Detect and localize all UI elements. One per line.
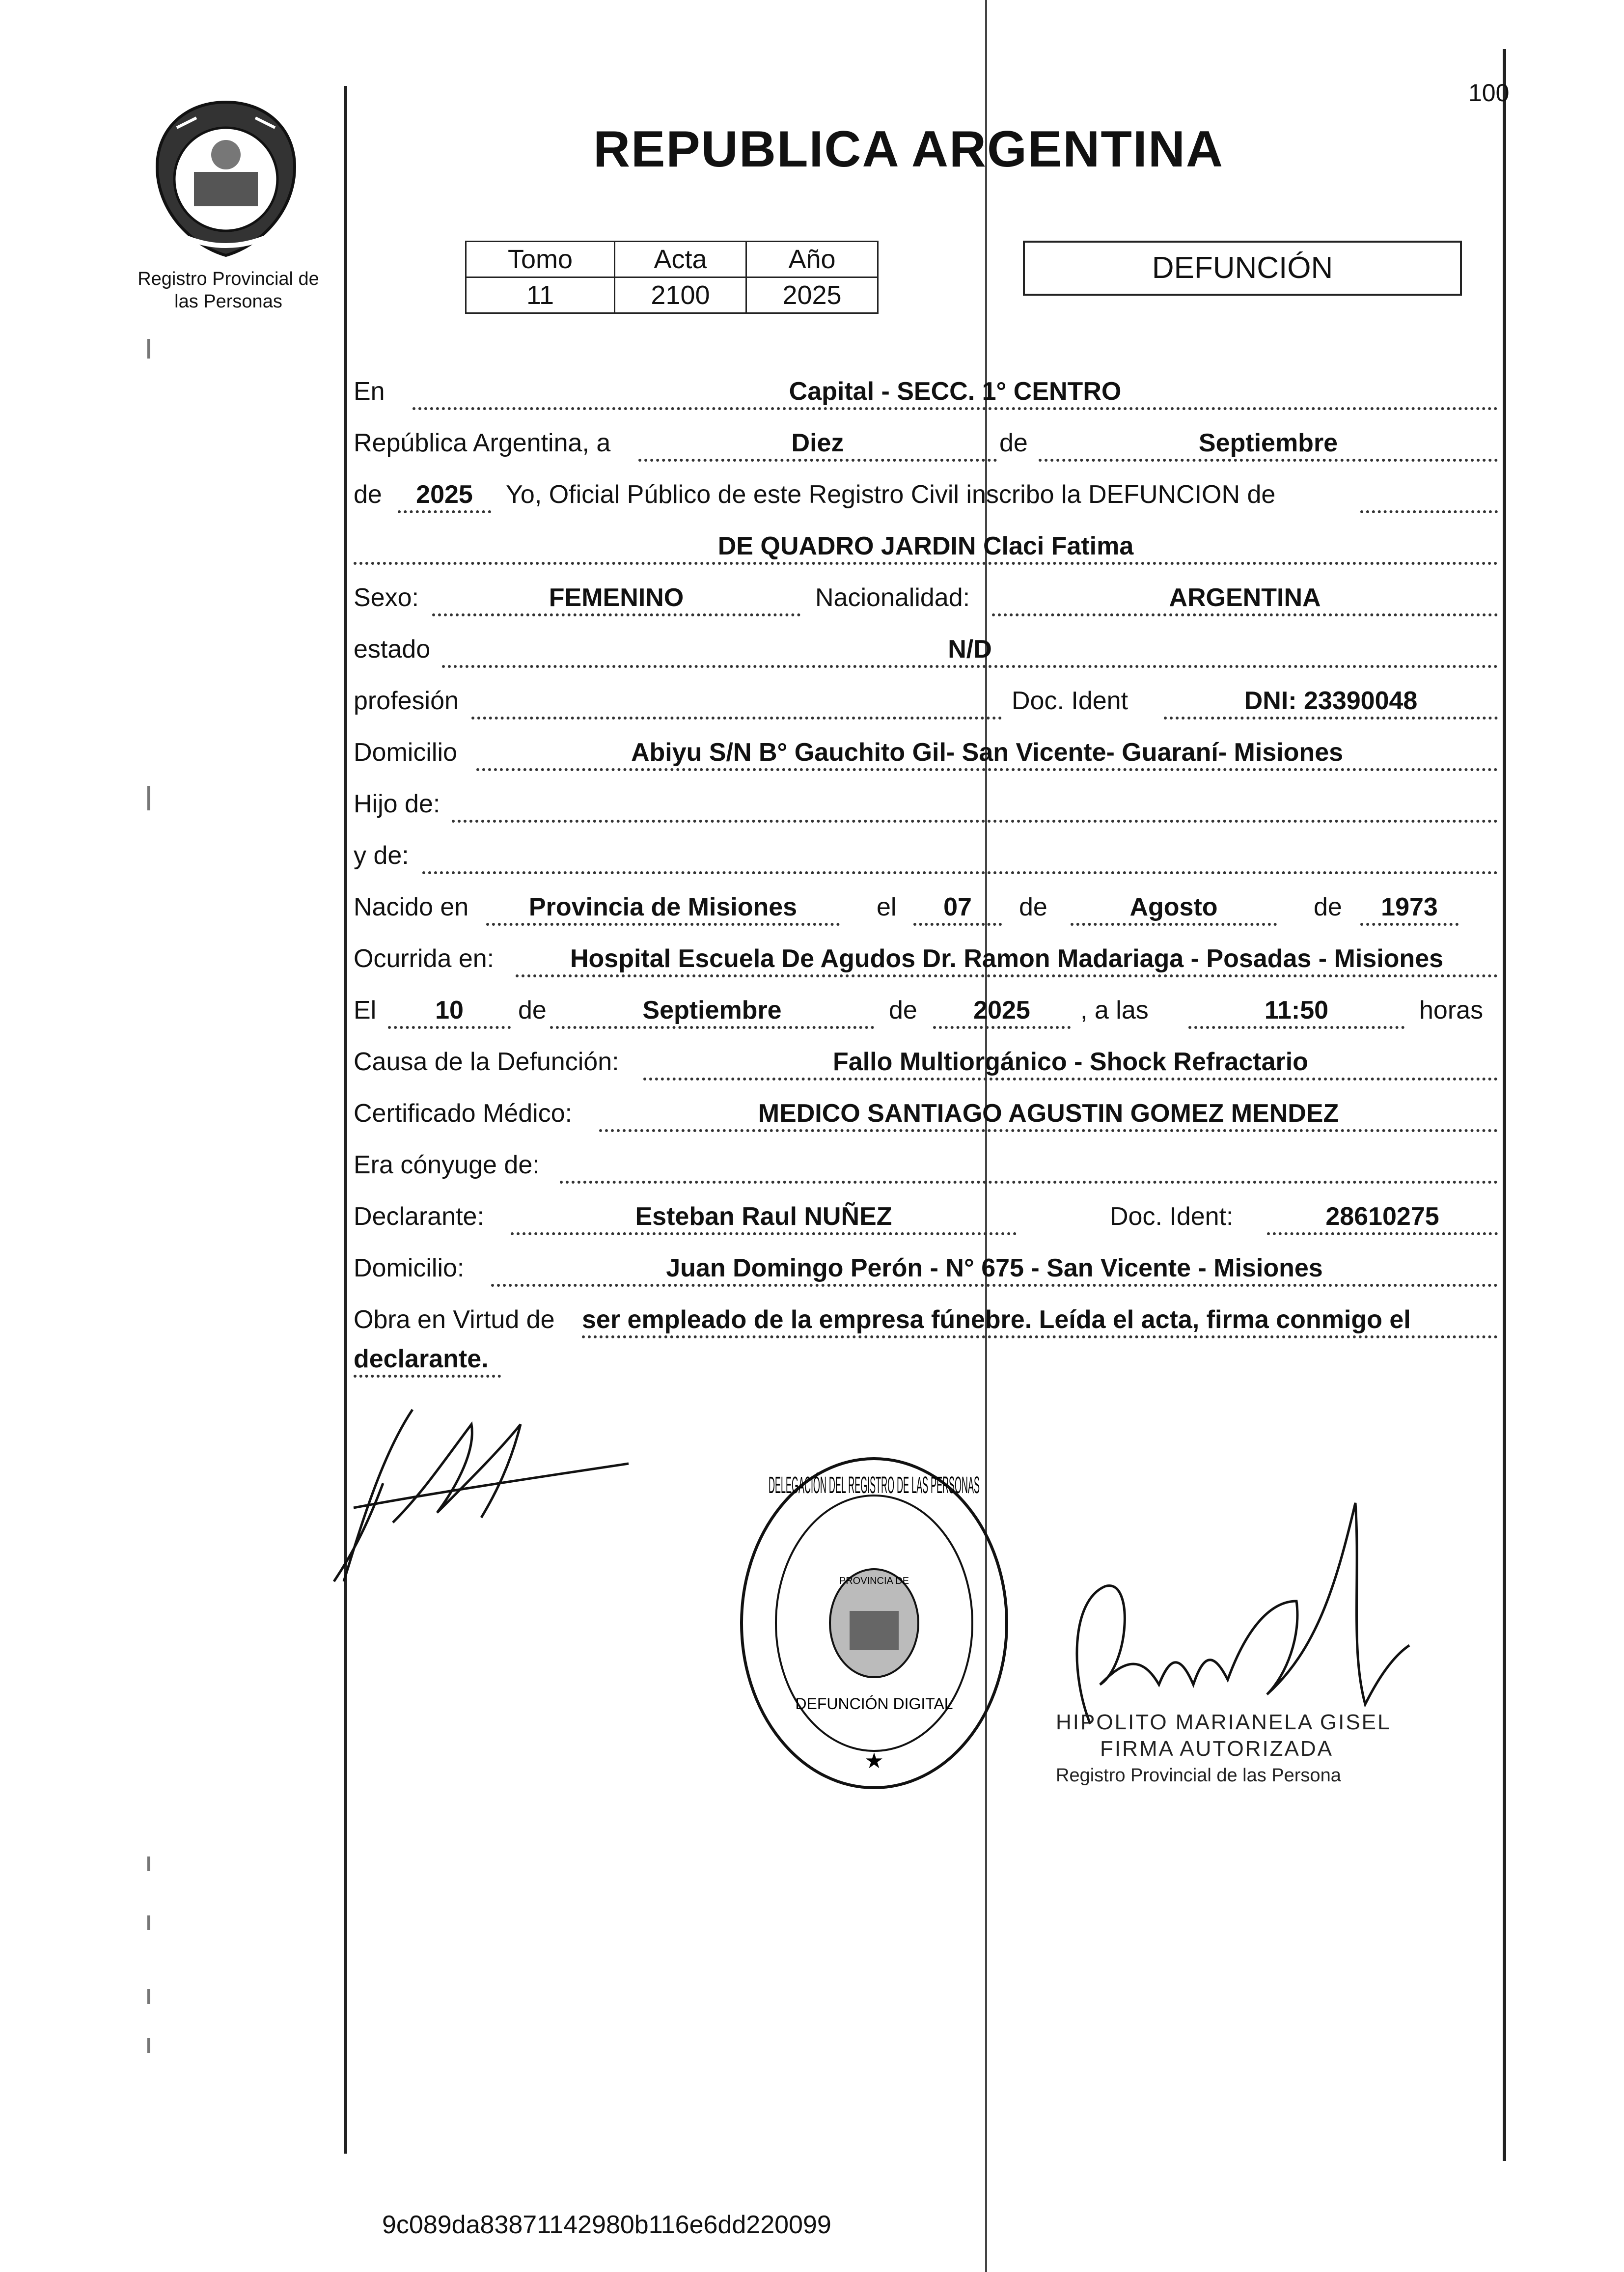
death-day: 10 <box>435 996 464 1025</box>
table-value-ano: 2025 <box>746 277 878 313</box>
birth-month: Agosto <box>1129 893 1218 921</box>
birth-day: 07 <box>943 893 972 921</box>
registry-caption <box>125 268 331 313</box>
nacionalidad-value: ARGENTINA <box>1169 583 1321 612</box>
row-obra <box>354 1299 1498 1338</box>
hijo-label: Hijo de: <box>354 790 440 818</box>
right-margin-line <box>1503 49 1506 2161</box>
row-officer <box>354 474 1498 513</box>
record-table <box>465 241 879 314</box>
certificado-value: MEDICO SANTIAGO AGUSTIN GOMEZ MENDEZ <box>758 1099 1339 1128</box>
de5-label: de <box>518 996 547 1025</box>
year-value: 2025 <box>416 480 473 509</box>
declarante-value: Esteban Raul NUÑEZ <box>635 1202 892 1231</box>
row-ocurrida <box>354 938 1498 977</box>
sexo-value: FEMENINO <box>549 583 684 612</box>
row-nacido <box>354 887 1498 926</box>
left-margin-line <box>344 86 347 2154</box>
de-label: de <box>999 429 1028 457</box>
obra-value-1: ser empleado de la empresa fúnebre. Leída el acta, firma conmigo el <box>582 1305 1411 1334</box>
stamp-center-text: PROVINCIA DE <box>839 1576 909 1586</box>
nacido-label: Nacido en <box>354 893 469 921</box>
causa-value: Fallo Multiorgánico - Shock Refractario <box>833 1048 1308 1076</box>
doc-ident-label: Doc. Ident <box>1012 687 1129 715</box>
row-en <box>354 371 1498 410</box>
row-causa <box>354 1041 1498 1081</box>
declarante-label: Declarante: <box>354 1202 484 1231</box>
profesion-label: profesión <box>354 687 459 715</box>
dom2-value: Juan Domingo Perón - N° 675 - San Vicente - Misiones <box>666 1254 1323 1282</box>
ocurrida-value: Hospital Escuela De Agudos Dr. Ramon Madariaga - Posadas - Misiones <box>570 944 1444 973</box>
de4-label: de <box>1314 893 1342 921</box>
signer-role: FIRMA AUTORIZADA <box>1100 1737 1334 1761</box>
domicilio-value: Abiyu S/N B° Gauchito Gil- San Vicente- Guaraní- Misiones <box>631 738 1344 767</box>
table-value-tomo: 11 <box>466 277 615 313</box>
row-deceased-name <box>354 526 1498 565</box>
row-declarante <box>354 1196 1498 1235</box>
dom2-label: Domicilio: <box>354 1254 465 1282</box>
de2-label: de <box>354 480 382 509</box>
declarant-signature <box>324 1395 638 1601</box>
ocurrida-label: Ocurrida en: <box>354 944 495 973</box>
yde-label: y de: <box>354 841 409 870</box>
horas-label: horas <box>1419 996 1484 1025</box>
obra-value-2: declarante. <box>354 1345 489 1373</box>
stamp-outer-text: DELEGACIÓN DEL REGISTRO DE LAS PERSONAS <box>769 1472 1332 1498</box>
document-hash: 9c089da83871142980b116e6dd220099 <box>382 2211 831 2239</box>
table-header-tomo: Tomo <box>466 242 615 277</box>
estado-value: N/D <box>948 635 992 664</box>
row-death-date <box>354 990 1498 1029</box>
row-estado <box>354 629 1498 668</box>
domicilio-label: Domicilio <box>354 738 457 767</box>
el-label: el <box>877 893 897 921</box>
page-title: REPUBLICA ARGENTINA <box>593 121 1224 178</box>
page-number: 100 <box>1468 79 1510 107</box>
doc2-label: Doc. Ident: <box>1110 1202 1234 1231</box>
conyuge-label: Era cónyuge de: <box>354 1151 540 1179</box>
en-value: Capital - SECC. 1° CENTRO <box>789 377 1122 406</box>
row-certificado <box>354 1093 1498 1132</box>
table-header-ano: Año <box>746 242 878 277</box>
month-value: Septiembre <box>1198 429 1338 457</box>
doc2-value: 28610275 <box>1325 1202 1439 1231</box>
stamp-inner-text: DEFUNCIÓN DIGITAL <box>795 1695 953 1713</box>
record-type-box: DEFUNCIÓN <box>1023 241 1462 296</box>
signature-block <box>1056 1709 1391 1789</box>
birth-year: 1973 <box>1381 893 1438 921</box>
sexo-label: Sexo: <box>354 583 419 612</box>
en-label: En <box>354 377 385 406</box>
death-month: Septiembre <box>642 996 782 1025</box>
registry-caption-line2: las Personas <box>174 291 282 312</box>
day-value: Diez <box>791 429 844 457</box>
nacido-value: Provincia de Misiones <box>528 893 798 921</box>
table-header-acta: Acta <box>615 242 746 277</box>
svg-text:★: ★ <box>864 1749 884 1773</box>
causa-label: Causa de la Defunción: <box>354 1048 619 1076</box>
el2-label: El <box>354 996 377 1025</box>
de6-label: de <box>889 996 917 1025</box>
de3-label: de <box>1019 893 1047 921</box>
republica-label: República Argentina, a <box>354 429 611 457</box>
row-profesion <box>354 680 1498 720</box>
row-hijo <box>354 783 1498 823</box>
row-conyuge <box>354 1144 1498 1184</box>
row-date <box>354 422 1498 462</box>
obra-label: Obra en Virtud de <box>354 1305 555 1334</box>
scan-fold-line <box>985 0 987 2272</box>
doc-ident-value: DNI: 23390048 <box>1244 687 1418 715</box>
row-sexo <box>354 577 1498 616</box>
certificado-label: Certificado Médico: <box>354 1099 573 1128</box>
row-obra-2 <box>354 1338 1498 1378</box>
signer-org: Registro Provincial de las Persona <box>1056 1765 1341 1786</box>
death-time: 11:50 <box>1264 996 1329 1025</box>
deceased-name: DE QUADRO JARDIN Claci Fatima <box>717 532 1134 560</box>
officer-text: Yo, Oficial Público de este Registro Civil inscribo la DEFUNCION de <box>506 480 1276 509</box>
signer-name: HIPOLITO MARIANELA GISEL <box>1056 1710 1391 1734</box>
table-value-acta: 2100 <box>615 277 746 313</box>
estado-label: estado <box>354 635 431 664</box>
provincia-misiones-seal <box>147 98 304 260</box>
death-year: 2025 <box>973 996 1030 1025</box>
row-yde <box>354 835 1498 874</box>
alas-label: , a las <box>1080 996 1149 1025</box>
registry-caption-line1: Registro Provincial de <box>138 269 319 289</box>
row-domicilio <box>354 732 1498 771</box>
row-domicilio-declarante <box>354 1247 1498 1287</box>
nacionalidad-label: Nacionalidad: <box>815 583 970 612</box>
